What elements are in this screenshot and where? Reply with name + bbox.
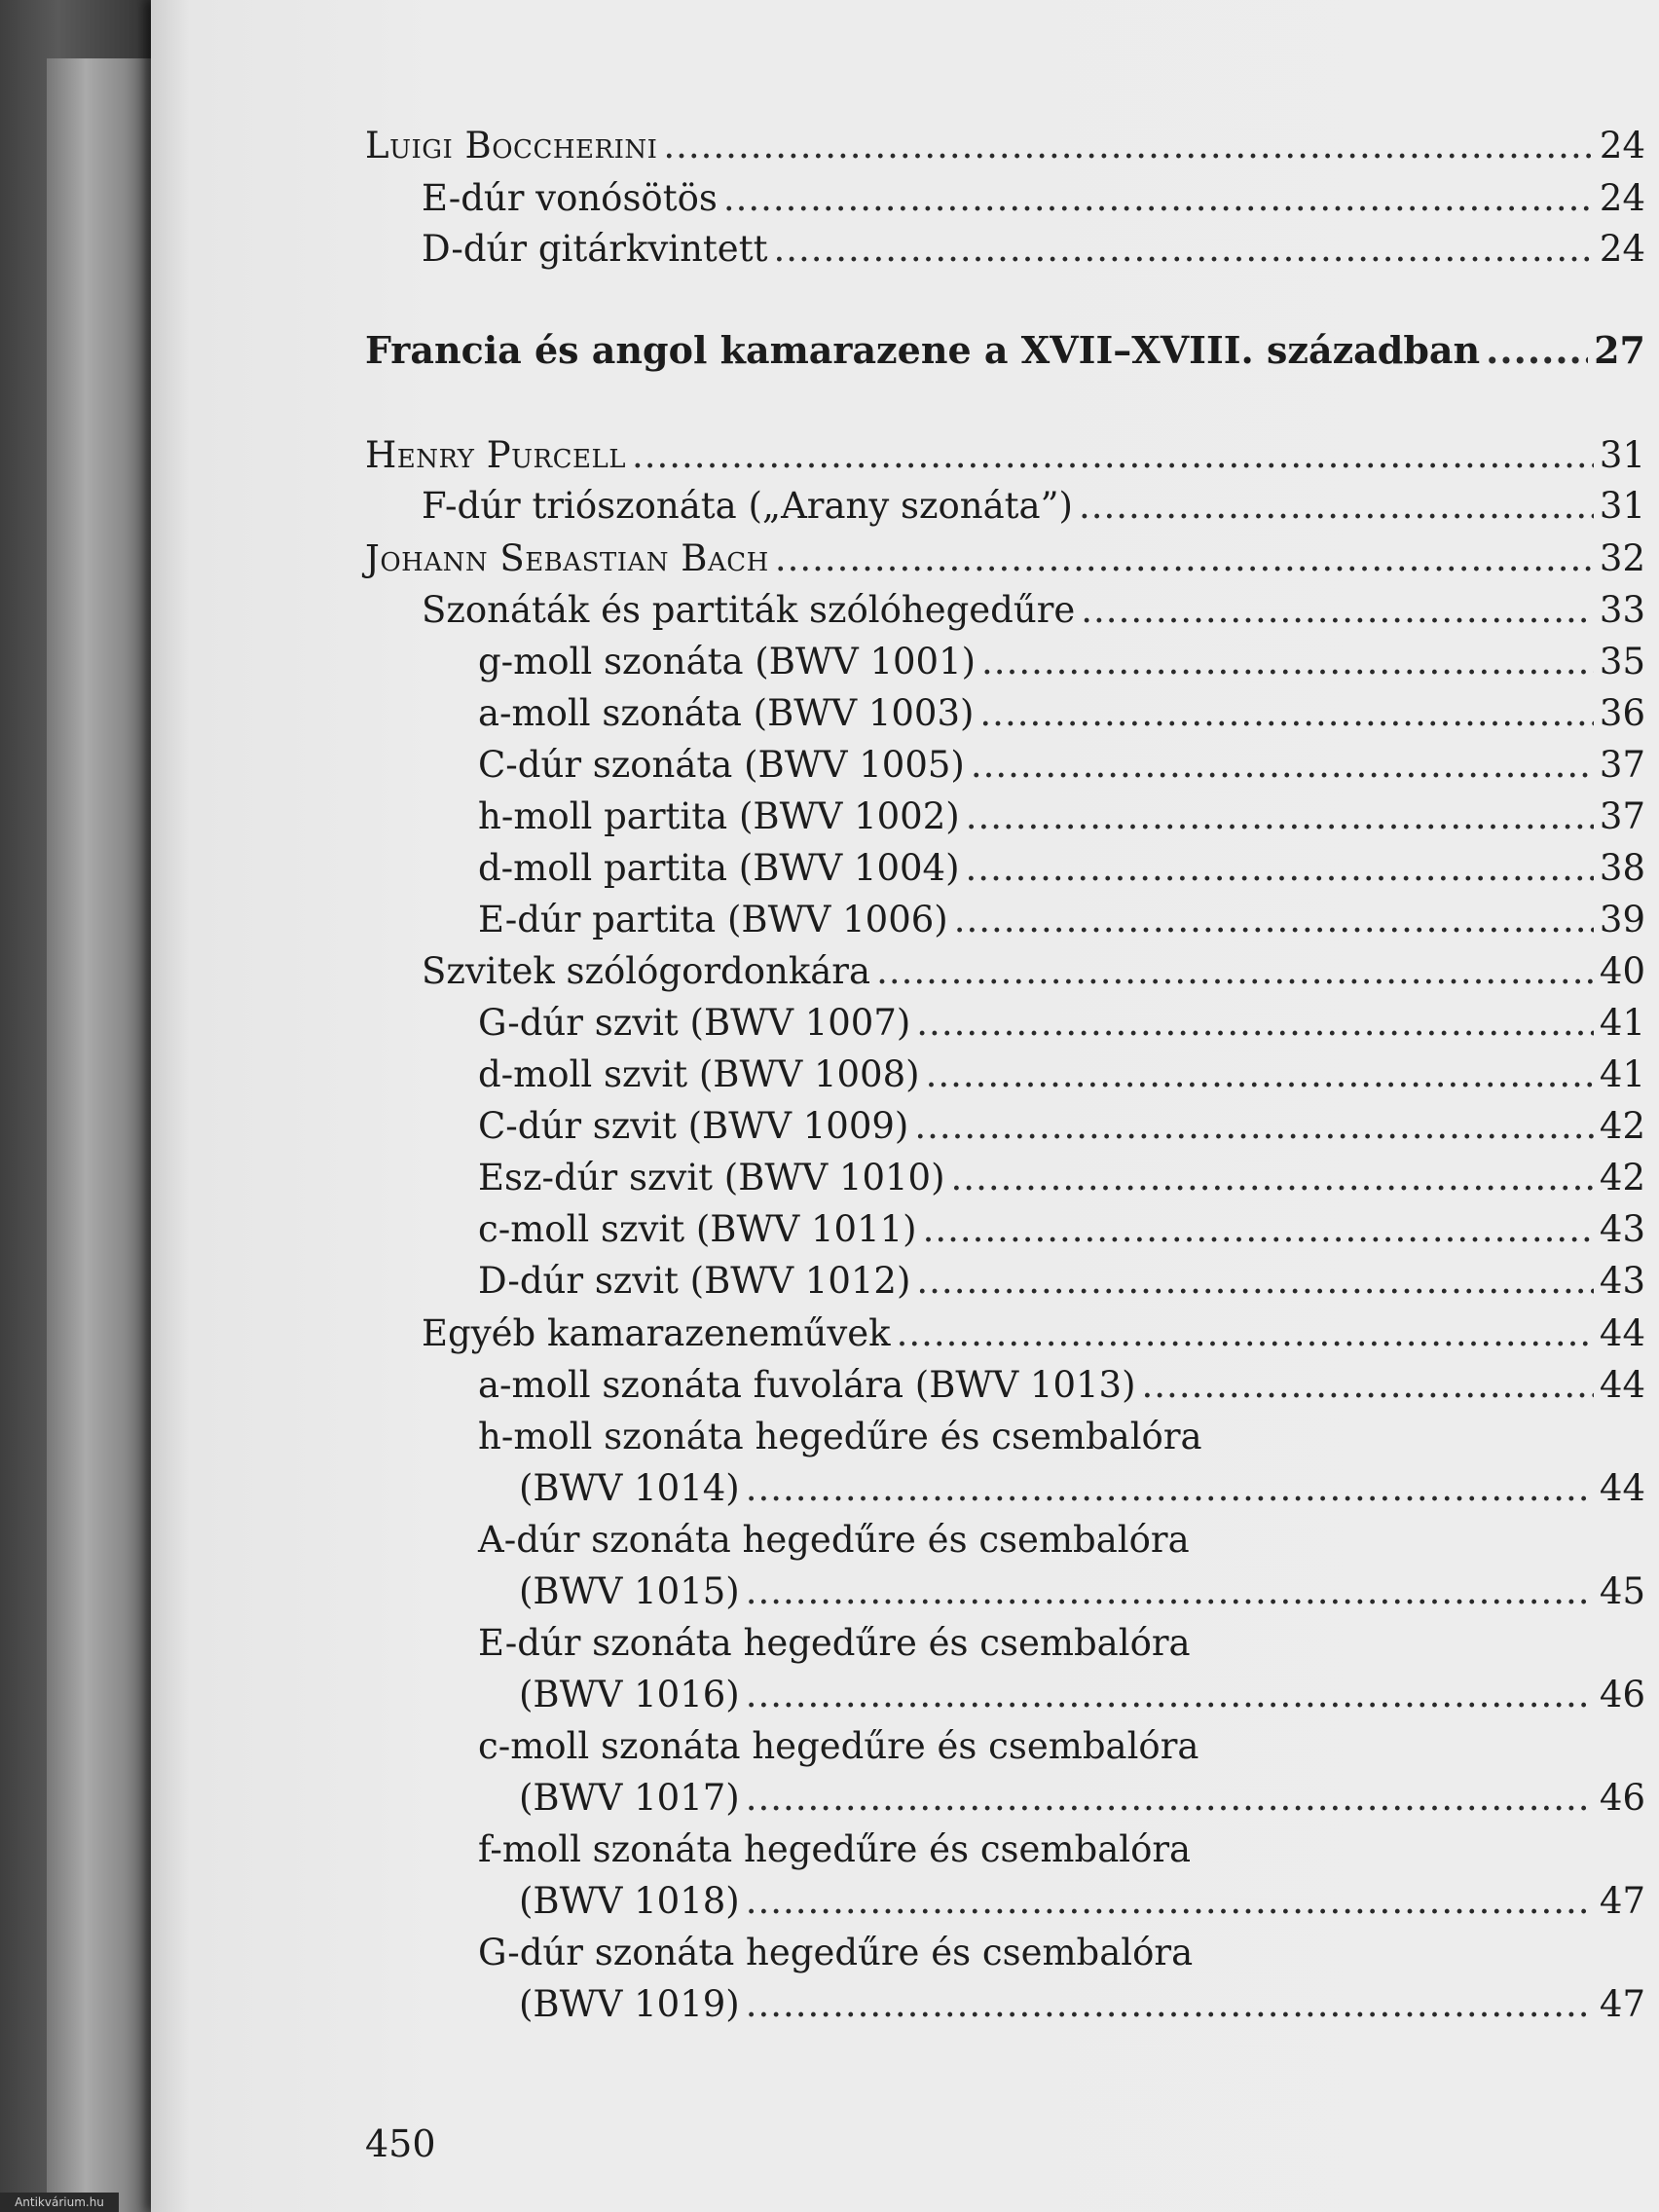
entry-label: h-moll partita (BWV 1002) bbox=[478, 795, 960, 837]
entry-label: G-dúr szvit (BWV 1007) bbox=[478, 1002, 911, 1044]
entry-page: 42 bbox=[1599, 1157, 1645, 1198]
entry-label: Esz-dúr szvit (BWV 1010) bbox=[478, 1157, 945, 1198]
entry-label: Egyéb kamarazeneművek bbox=[422, 1312, 891, 1354]
toc-entry-work bbox=[478, 639, 1659, 685]
entry-label: d-moll partita (BWV 1004) bbox=[478, 847, 960, 889]
entry-label: Szonáták és partiták szólóhegedűre bbox=[422, 589, 1076, 631]
leader-dots bbox=[723, 175, 1594, 222]
toc-entry-work bbox=[478, 845, 1659, 892]
page-number: 450 bbox=[365, 2122, 436, 2165]
toc-entry-work bbox=[422, 226, 1659, 273]
entry-title-line: h-moll szonáta hegedűre és csembalóra bbox=[478, 1416, 1202, 1457]
entry-page: 31 bbox=[1599, 434, 1645, 476]
leader-dots bbox=[1486, 327, 1588, 374]
entry-label: c-moll szvit (BWV 1011) bbox=[478, 1208, 917, 1250]
toc-entry-section bbox=[365, 327, 1659, 374]
leader-dots bbox=[775, 535, 1594, 582]
leader-dots bbox=[951, 1155, 1594, 1201]
leader-dots bbox=[1079, 483, 1594, 530]
leader-dots bbox=[897, 1310, 1594, 1357]
toc-entry-group bbox=[422, 948, 1659, 995]
leader-dots bbox=[926, 1051, 1594, 1098]
leader-dots bbox=[914, 1103, 1594, 1150]
entry-label: g-moll szonáta (BWV 1001) bbox=[478, 641, 977, 682]
toc-entry-work bbox=[422, 483, 1659, 530]
entry-page: 45 bbox=[1599, 1570, 1645, 1612]
entry-label: D-dúr gitárkvintett bbox=[422, 228, 768, 270]
table-of-contents bbox=[151, 0, 1659, 2212]
entry-label: d-moll szvit (BWV 1008) bbox=[478, 1053, 920, 1095]
entry-page: 42 bbox=[1599, 1105, 1645, 1147]
leader-dots bbox=[966, 793, 1594, 840]
leader-dots bbox=[966, 845, 1594, 892]
toc-entry-work bbox=[519, 1672, 1659, 1718]
leader-dots bbox=[746, 1981, 1594, 2028]
entry-label: Luigi Boccherini bbox=[365, 125, 658, 166]
toc-entry-composer bbox=[365, 123, 1659, 169]
entry-label: C-dúr szvit (BWV 1009) bbox=[478, 1105, 909, 1147]
entry-page: 36 bbox=[1599, 692, 1645, 734]
entry-page: 47 bbox=[1599, 1880, 1645, 1922]
toc-entry-work bbox=[478, 1000, 1659, 1047]
entry-page: 40 bbox=[1599, 950, 1645, 992]
entry-page: 24 bbox=[1599, 125, 1645, 166]
entry-page: 39 bbox=[1599, 899, 1645, 940]
entry-title-line: E-dúr szonáta hegedűre és csembalóra bbox=[478, 1622, 1191, 1664]
entry-label: D-dúr szvit (BWV 1012) bbox=[478, 1260, 911, 1302]
toc-entry-work bbox=[519, 1568, 1659, 1615]
toc-entry-work bbox=[422, 175, 1659, 222]
toc-entry-work bbox=[478, 1362, 1659, 1409]
entry-page: 43 bbox=[1599, 1208, 1645, 1250]
leader-dots bbox=[923, 1206, 1594, 1253]
entry-label: a-moll szonáta (BWV 1003) bbox=[478, 692, 975, 734]
leader-dots bbox=[663, 123, 1594, 169]
entry-page: 41 bbox=[1599, 1002, 1645, 1044]
book-page bbox=[151, 0, 1659, 2212]
leader-dots bbox=[1081, 587, 1594, 634]
leader-dots bbox=[746, 1465, 1594, 1512]
entry-label: F-dúr triószonáta („Arany szonáta”) bbox=[422, 485, 1073, 527]
entry-label-continued: (BWV 1015) bbox=[519, 1570, 740, 1612]
leader-dots bbox=[979, 690, 1593, 737]
leader-dots bbox=[1142, 1362, 1594, 1409]
entry-label: E-dúr vonósötös bbox=[422, 177, 718, 219]
entry-page: 44 bbox=[1599, 1467, 1645, 1509]
entry-page: 24 bbox=[1599, 177, 1645, 219]
entry-label: C-dúr szonáta (BWV 1005) bbox=[478, 744, 965, 786]
leader-dots bbox=[916, 1258, 1594, 1305]
leader-dots bbox=[916, 1000, 1594, 1047]
entry-page: 44 bbox=[1599, 1312, 1645, 1354]
watermark: Antikvárium.hu bbox=[0, 2193, 119, 2212]
toc-entry-work bbox=[478, 793, 1659, 840]
toc-entry-work bbox=[478, 1103, 1659, 1150]
entry-page: 32 bbox=[1599, 537, 1645, 579]
entry-page: 44 bbox=[1599, 1364, 1645, 1406]
entry-page: 31 bbox=[1599, 485, 1645, 527]
toc-entry-work bbox=[478, 897, 1659, 943]
leader-dots bbox=[876, 948, 1594, 995]
leader-dots bbox=[746, 1878, 1594, 1925]
toc-entry-group bbox=[422, 1310, 1659, 1357]
entry-label-continued: (BWV 1017) bbox=[519, 1777, 740, 1819]
entry-label: Johann Sebastian Bach bbox=[365, 537, 769, 579]
entry-page: 46 bbox=[1599, 1777, 1645, 1819]
entry-label: E-dúr partita (BWV 1006) bbox=[478, 899, 948, 940]
toc-entry-composer bbox=[365, 535, 1659, 582]
entry-page: 41 bbox=[1599, 1053, 1645, 1095]
entry-page: 38 bbox=[1599, 847, 1645, 889]
page-stack-edge bbox=[47, 58, 154, 2212]
entry-page: 35 bbox=[1599, 641, 1645, 682]
entry-page: 46 bbox=[1599, 1674, 1645, 1715]
leader-dots bbox=[746, 1775, 1594, 1822]
leader-dots bbox=[746, 1672, 1594, 1718]
toc-entry-work bbox=[519, 1878, 1659, 1925]
entry-label: a-moll szonáta fuvolára (BWV 1013) bbox=[478, 1364, 1136, 1406]
leader-dots bbox=[954, 897, 1594, 943]
entry-title-line: A-dúr szonáta hegedűre és csembalóra bbox=[478, 1519, 1190, 1561]
toc-entry-group bbox=[422, 587, 1659, 634]
toc-entry-work bbox=[478, 690, 1659, 737]
entry-page: 33 bbox=[1599, 589, 1645, 631]
entry-page: 37 bbox=[1599, 795, 1645, 837]
section-title: Francia és angol kamarazene a XVII–XVIII. században bbox=[365, 328, 1481, 372]
entry-label-continued: (BWV 1019) bbox=[519, 1983, 740, 2025]
entry-label-continued: (BWV 1014) bbox=[519, 1467, 740, 1509]
leader-dots bbox=[773, 226, 1593, 273]
entry-title-line: c-moll szonáta hegedűre és csembalóra bbox=[478, 1725, 1199, 1767]
entry-label-continued: (BWV 1016) bbox=[519, 1674, 740, 1715]
toc-entry-work bbox=[478, 1206, 1659, 1253]
toc-entry-work bbox=[478, 1051, 1659, 1098]
leader-dots bbox=[971, 742, 1594, 789]
entry-label: Henry Purcell bbox=[365, 434, 626, 476]
toc-entry-work bbox=[519, 1775, 1659, 1822]
toc-entry-work bbox=[478, 1258, 1659, 1305]
entry-label: Szvitek szólógordonkára bbox=[422, 950, 871, 992]
toc-entry-composer bbox=[365, 432, 1659, 479]
entry-page: 47 bbox=[1599, 1983, 1645, 2025]
toc-entry-work bbox=[519, 1465, 1659, 1512]
leader-dots bbox=[981, 639, 1594, 685]
leader-dots bbox=[746, 1568, 1594, 1615]
leader-dots bbox=[632, 432, 1594, 479]
toc-entry-work bbox=[478, 742, 1659, 789]
entry-title-line: f-moll szonáta hegedűre és csembalóra bbox=[478, 1828, 1192, 1870]
entry-page: 43 bbox=[1599, 1260, 1645, 1302]
entry-label-continued: (BWV 1018) bbox=[519, 1880, 740, 1922]
toc-entry-work bbox=[478, 1155, 1659, 1201]
entry-page: 24 bbox=[1599, 228, 1645, 270]
entry-page: 27 bbox=[1594, 328, 1645, 372]
toc-entry-work bbox=[519, 1981, 1659, 2028]
entry-page: 37 bbox=[1599, 744, 1645, 786]
entry-title-line: G-dúr szonáta hegedűre és csembalóra bbox=[478, 1932, 1194, 1973]
